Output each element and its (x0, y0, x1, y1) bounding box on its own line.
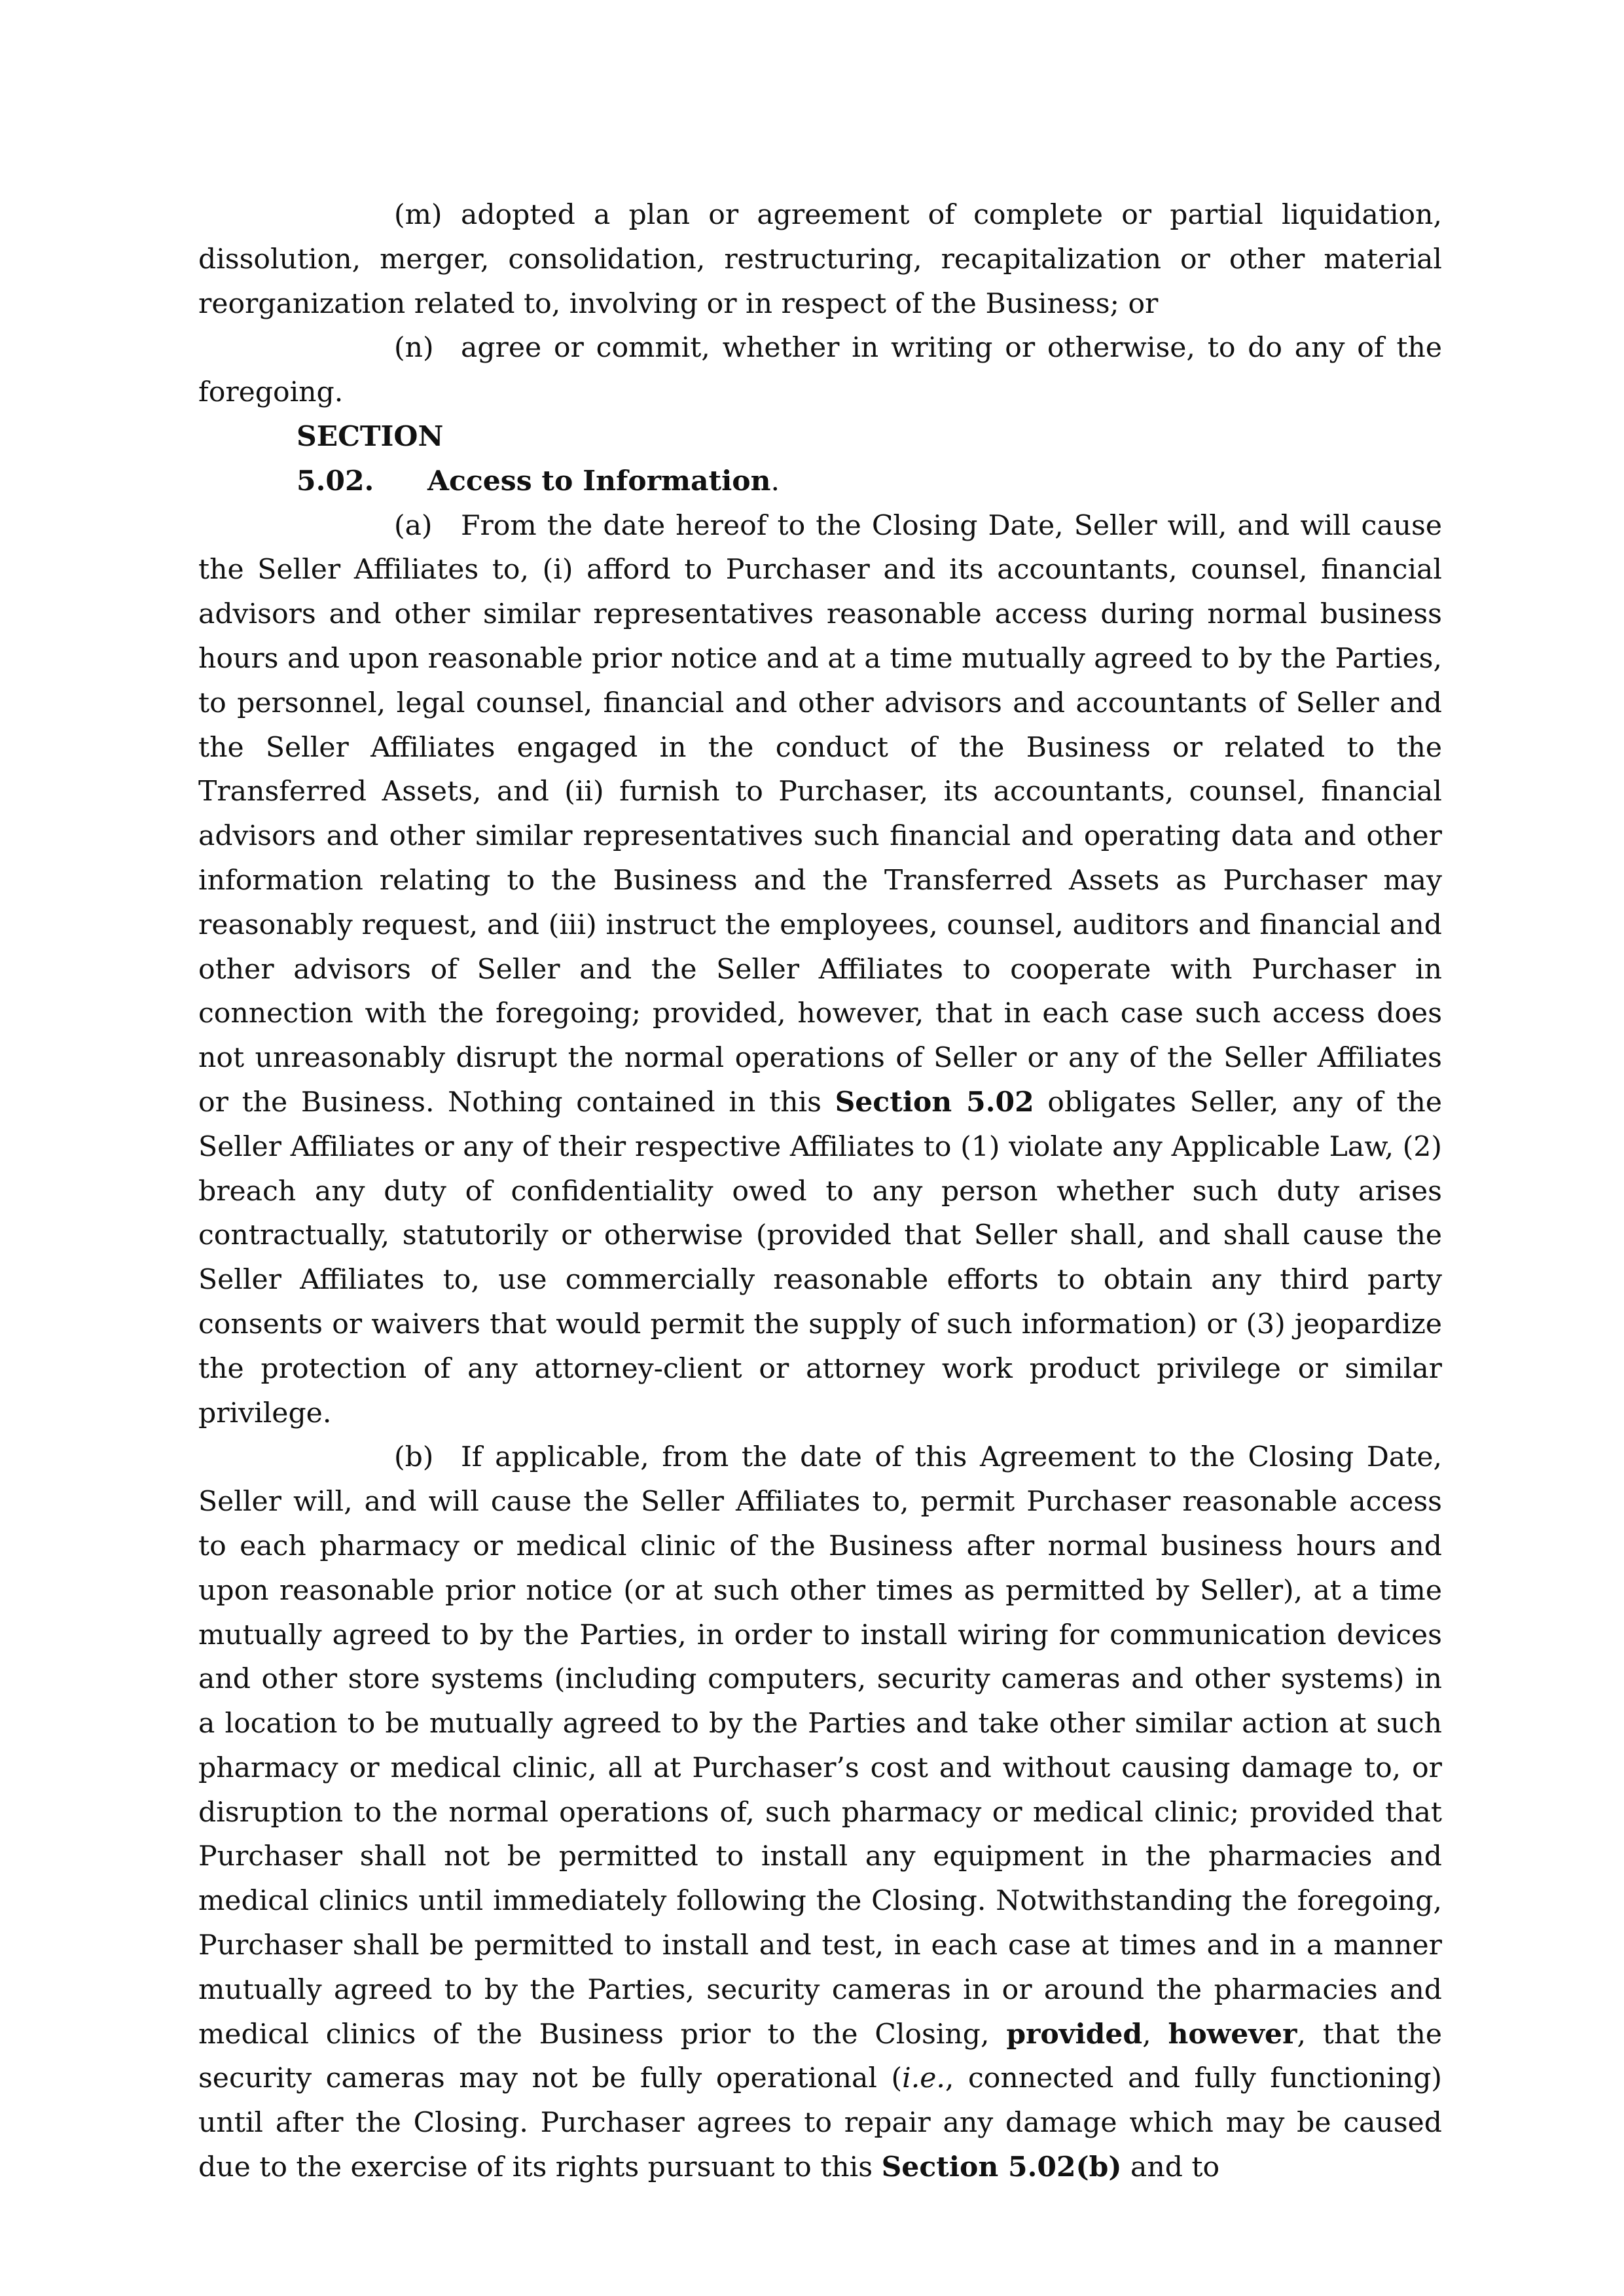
paragraph-n (198, 326, 1442, 415)
section-title-period: . (770, 465, 780, 497)
paragraph-text: , connected and fully functioning) until after the Closing. Purchaser agrees to repair any damage which may be caused due to the exercise of its rights pursuant to this (198, 2062, 1442, 2184)
paragraph-text: From the date hereof to the Closing Date, Seller will, and will cause the Seller Affiliates to, (i) afford to Purchaser and its accountants, counsel, financial advisors and other similar representatives reasonable access during normal business hours and upon reasonable prior notice and at a time mutually agreed to by the Parties, to personnel, legal counsel, financial and other advisors and accountants of Seller and the Seller Affiliates engaged in the conduct of the Business or related to the Transferred Assets, and (ii) furnish to Purchaser, its accountants, counsel, financial advisors and other similar representatives such financial and operating data and other information relating to the Business and the Transferred Assets as Purchaser may reasonably request, and (iii) instruct the employees, counsel, auditors and financial and other advisors of Seller and the Seller Affiliates to cooperate with Purchaser in connection with the foregoing; provided, however, that in each case such access does not unreasonably disrupt the normal operations of Seller or any of the Seller Affiliates or the Business. Nothing contained in this (198, 509, 1442, 1119)
italic-ie: i.e. (902, 2062, 945, 2095)
bold-provided: provided (1006, 2017, 1143, 2051)
paragraph-text: , that the security cameras may not be fully operational ( (198, 2018, 1443, 2095)
paragraph-text: agree or commit, whether in writing or otherwise, to do any of the foregoing. (198, 332, 1442, 409)
paragraph-m (198, 193, 1442, 326)
section-title: Access to Information (427, 464, 771, 497)
paragraph-label: (n) (394, 332, 434, 365)
section-heading (198, 415, 1442, 504)
paragraph-a (198, 504, 1442, 1436)
paragraph-label: (b) (394, 1441, 434, 1474)
section-number: SECTION 5.02. (297, 420, 444, 497)
document-body (198, 193, 1442, 2190)
section-reference: Section 5.02(b) (881, 2151, 1122, 2184)
paragraph-text: adopted a plan or agreement of complete or partial liquidation, dissolution, merger, consolidation, restructuring, recapitalization or other material reorganization related to, involving or in respect of the Business; or (198, 199, 1442, 320)
section-reference: Section 5.02 (835, 1085, 1034, 1119)
paragraph-label: (a) (394, 509, 433, 542)
paragraph-label: (m) (394, 199, 442, 231)
paragraph-b (198, 1435, 1442, 2190)
paragraph-text: If applicable, from the date of this Agreement to the Closing Date, Seller will, and will cause the Seller Affiliates to, permit Purchaser reasonable access to each pharmacy or medical clinic of the Business after normal business hours and upon reasonable prior notice (or at such other times as permitted by Seller), at a time mutually agreed to by the Parties, in order to install wiring for communication devices and other store systems (including computers, security cameras and other systems) in a location to be mutually agreed to by the Parties and take other similar action at such pharmacy or medical clinic, all at Purchaser’s cost and without causing damage to, or disruption to the normal operations of, such pharmacy or medical clinic; provided that Purchaser shall not be permitted to install any equipment in the pharmacies and medical clinics until immediately following the Closing. Notwithstanding the foregoing, Purchaser shall be permitted to install and test, in each case at times and in a manner mutually agreed to by the Parties, security cameras in or around the pharmacies and medical clinics of the Business prior to the Closing, (198, 1441, 1442, 2051)
comma: , (1142, 2018, 1151, 2051)
bold-however: however (1168, 2017, 1297, 2051)
paragraph-text: and to (1130, 2151, 1220, 2184)
paragraph-text: obligates Seller, any of the Seller Affiliates or any of their respective Affiliates to (1) violate any Applicable Law, (2) breach any duty of confidentiality owed to any person whether such duty arises contractually, statutorily or otherwise (provided that Seller shall, and shall cause the Seller Affiliates to, use commercially reasonable efforts to obtain any third party consents or waivers that would permit the supply of such information) or (3) jeopardize the protection of any attorney-client or attorney work product privilege or similar privilege. (198, 1086, 1442, 1429)
